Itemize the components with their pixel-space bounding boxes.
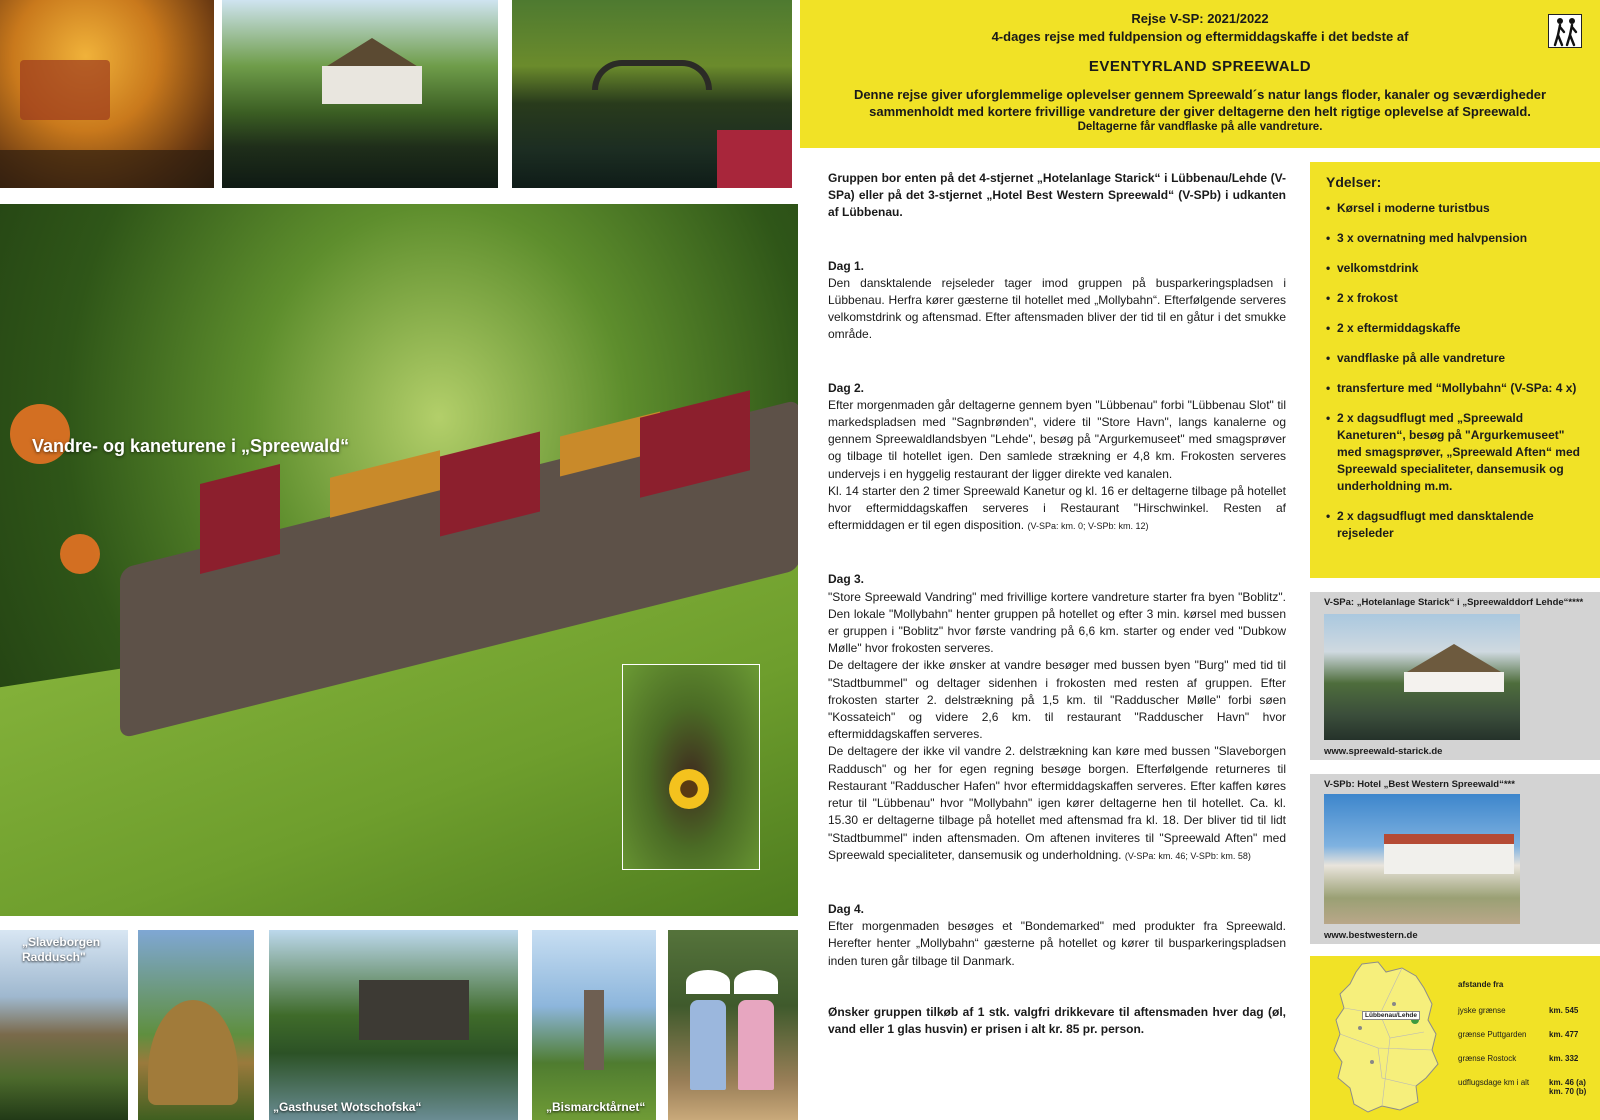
hotel-a-label: V-SPa: „Hotelanlage Starick“ i „Spreewalddorf Lehde“**** (1324, 597, 1584, 608)
slaveborgen-caption: „Slaveborgen Raddusch" (22, 935, 101, 964)
bismarck-tower-photo (532, 930, 656, 1120)
trip-title: EVENTYRLAND SPREEWALD (1088, 58, 1312, 75)
day-title: Dag 2. (828, 380, 865, 395)
trip-subtitle: 4-dages rejse med fuldpension og eftermiddagskaffe i det bedste af (991, 29, 1409, 44)
gasthus-photo (269, 930, 518, 1120)
day-1 (828, 258, 1286, 344)
list-item: • 2 x dagsudflugt med „Spreewald Kaneturen“, besøg på "Argurkemuseet" med smagsprøver, „Spreewald Aften“ med Spreewald specialiteter, dansemusik og underholdning m.m. (1326, 411, 1580, 493)
trip-code: Rejse V-SP: 2021/2022 (1131, 11, 1269, 26)
thatched-house-photo (222, 0, 498, 188)
distance-row: grænse Puttgarden km. 477 (1458, 1030, 1579, 1039)
distance-row: jyske grænse km. 545 (1458, 1006, 1579, 1015)
germany-map (1320, 958, 1450, 1118)
extra-purchase-text: Ønsker gruppen tilkøb af 1 stk. valgfri drikkevare til aftensmaden hver dag (øl, vand eller 1 glas husvin) er prisen i alt kr. 85 pr. person. (828, 1004, 1286, 1036)
day-distance: (V-SPa: km. 46; V-SPb: km. 58) (1124, 850, 1251, 861)
list-item: • 3 x overnatning med halvpension (1326, 231, 1528, 245)
trip-note: Deltagerne får vandflaske på alle vandreture. (1077, 121, 1323, 133)
list-item: • Kørsel i moderne turistbus (1326, 201, 1490, 215)
list-item: • velkomstdrink (1326, 261, 1419, 275)
haystack-photo (138, 930, 254, 1120)
hotel-a-box (1310, 592, 1600, 760)
day-3 (828, 571, 1286, 864)
bismarck-caption: „Bismarcktårnet“ (546, 1100, 646, 1114)
day-4 (828, 901, 1286, 970)
map-city-label: Lübbenau/Lehde (1362, 1011, 1420, 1020)
distance-row: grænse Rostock km. 332 (1458, 1054, 1579, 1063)
list-item: • 2 x frokost (1326, 291, 1398, 305)
hotel-starick-photo (1324, 614, 1520, 740)
intro-text: Gruppen bor enten på det 4-stjernet „Hotelanlage Starick“ i Lübbenau/Lehde (V-SPa) eller på det 3-stjernet „Hotel Best Western Spreewald“ (V-SPb) i udkanten af Lübbenau. (828, 171, 1286, 220)
services-title: Ydelser: (1326, 174, 1382, 190)
boots-sunflower-photo (622, 664, 760, 870)
day-text: Den dansktalende rejseleder tager imod gruppen på busparkeringspladsen i Lübbenau. Herfra kører gæsterne til hotellet med „Mollybahn“. Efterfølgende serveres velkomstdrink og aftensmad. Efter aftensmaden bliver der tid til en gåtur i det smukke område. (828, 275, 1286, 342)
day-title: Dag 1. (828, 258, 865, 273)
day-2 (828, 380, 1286, 536)
hotel-a-url[interactable]: www.spreewald-starick.de (1324, 746, 1443, 757)
day-title: Dag 4. (828, 901, 865, 916)
bridge-canal-photo (512, 0, 792, 188)
hiking-icon (1548, 14, 1582, 48)
day-title: Dag 3. (828, 572, 865, 587)
day-text: Efter morgenmaden går deltagerne gennem byen "Lübbenau" forbi "Lübbenau Slot" til markedspladsen med "Sagnbrønden", videre til "Store Havn", langs kanalerne og gennem Spreewaldlandsbyen "Lehde", besøg på "Argurkemuseet" med smagsprøver og tilbage til hotellet igen. Den samlede strækning er 4,8 km. Frokosten serveres undervejs i en hyggelig restaurant der ligger direkte ved kanalen. Kl. 14 starter den 2 timer Spreewald Kanetur og kl. 16 er deltagerne tilbage på hotellet hvor eftermiddagskaffen serveres i Restaurant "Hirschwinkel. Resten af eftermiddagen er til egen disposition. (828, 397, 1286, 533)
list-item: • vandflaske på alle vandreture (1326, 351, 1506, 365)
hotel-b-label: V-SPb: Hotel „Best Western Spreewald“*** (1324, 779, 1515, 790)
header-banner (800, 0, 1600, 148)
day-distance: (V-SPa: km. 0; V-SPb: km. 12) (1027, 521, 1149, 532)
autumn-house-photo (0, 0, 214, 188)
hotel-western-photo (1324, 794, 1520, 924)
folk-costume-photo (668, 930, 798, 1120)
hotel-b-url[interactable]: www.bestwestern.de (1324, 930, 1418, 941)
day-text: Efter morgenmaden besøges et "Bondemarked" med produkter fra Spreewald. Herefter henter „Mollybahn“ gæsterne på hotellet og kører til busparkeringspladsen inden turen går tilbage til Danmark. (828, 919, 1286, 968)
itinerary-text (828, 170, 1286, 1038)
gasthus-caption: „Gasthuset Wotschofska“ (273, 1100, 422, 1114)
list-item: • 2 x eftermiddagskaffe (1326, 321, 1461, 335)
germany-map-box (1310, 956, 1600, 1120)
day-text: "Store Spreewald Vandring" med frivillige kortere vandreture starter fra byen "Boblitz". Den lokale "Mollybahn" henter gruppen på hotellet og efter 3 min. kørsel med bussen er gruppen i "Boblitz" hvor første vandring på 6,6 km. starter og ender ved "Dubkow Mølle" hvor frokosten serveres. De deltagere der ikke ønsker at vandre besøger med bussen byen "Burg" med tid til "Stadtbummel" og deltager sidenhen i frokosten med resten af gruppen. Efter frokosten starter 2. delstrækning på 1,5 km. til "Radduscher Mølle" forbi søen "Kossateich" og videre 2,6 km. til restaurant "Radduscher Havn" hvor eftermiddagskaffen serveres. De deltagere der ikke vil vandre 2. delstrækning kan køre med bussen "Slaveborgen Raddusch" og her for egen regning besøge borgen. Efterfølgende returneres til Restaurant "Radduscher Hafen" hvor eftermiddagskaffen serveres. Efter kaffen køres retur til "Lübbenau" hvor "Mollybahn" igen kører deltagerne hen til hotellet. Ca. kl. 15.30 er deltagerne tilbage på hotellet med aftensmad fra kl. 18. Der bliver tid til lidt "Stadtbummel" inden aftensmaden. Om aftenen inviteres til "Spreewald Aften" med Spreewald specialiteter, dansemusik og underholdning. (828, 589, 1286, 862)
main-photo-caption: Vandre- og kaneturene i „Spreewald“ (32, 436, 350, 456)
list-item: • 2 x dagsudflugt med dansktalende rejseleder (1326, 509, 1534, 540)
slaveborgen-photo (0, 930, 128, 1120)
list-item: • transferture med “Mollybahn“ (V-SPa: 4 x) (1326, 381, 1577, 395)
hotel-b-box (1310, 774, 1600, 944)
distance-title: afstande fra (1458, 980, 1504, 989)
services-box (1310, 162, 1600, 578)
distance-row: udflugsdage km i alt km. 46 (a) km. 70 (b) (1458, 1078, 1587, 1096)
trip-description: Denne rejse giver uforglemmelige oplevelser gennem Spreewald´s natur langs floder, kanaler og seværdigheder sammenholdt med kortere frivillige vandreture der giver deltagerne den helt rigtige oplevelse af Spreewald. (853, 87, 1547, 119)
